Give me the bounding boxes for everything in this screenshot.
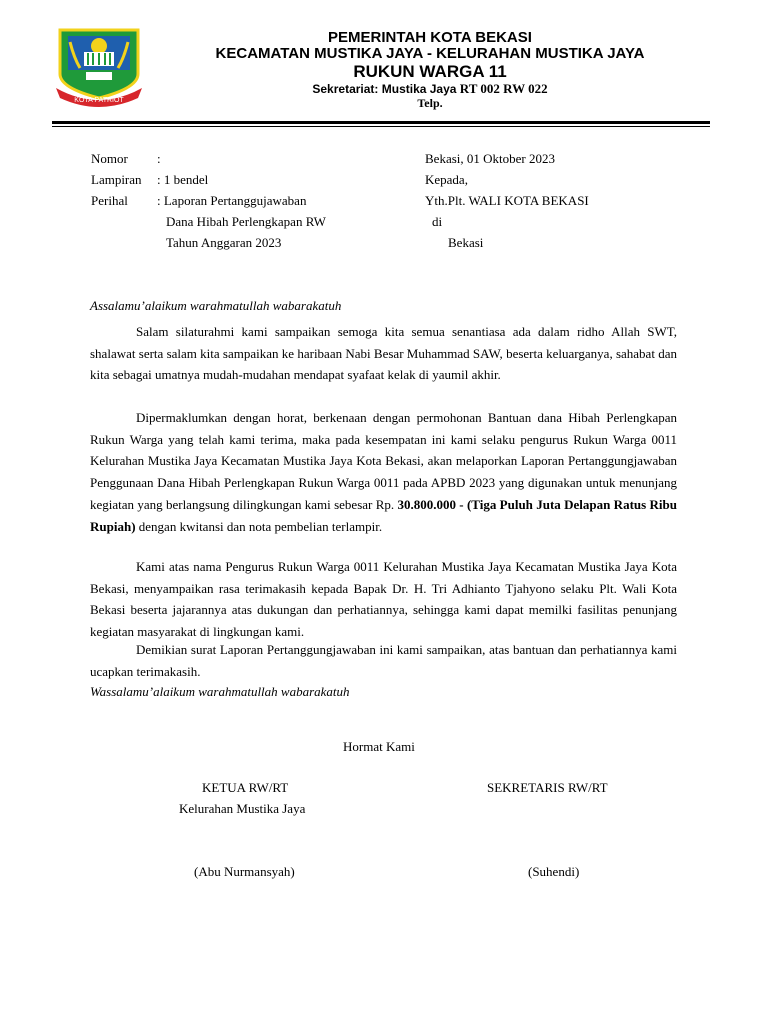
grant-amount: 30.800.000 - (Tiga Puluh Juta Delapan Ratus Ribu Rupiah): [90, 496, 677, 534]
opening-greeting: Assalamu’alaikum warahmatullah wabarakatuh: [90, 298, 342, 313]
di-label: di: [432, 214, 443, 229]
header-district: KECAMATAN MUSTIKA JAYA - KELURAHAN MUSTIKA JAYA: [215, 45, 645, 62]
header-rw-title: RUKUN WARGA 11: [353, 62, 507, 81]
header-secretariat: [180, 81, 680, 97]
secretariat-rt-rw: RT 002 RW 022: [459, 81, 548, 96]
lampiran-label: Lampiran: [91, 172, 142, 187]
header-telp: Telp.: [417, 96, 443, 110]
lampiran-value: : 1 bendel: [157, 172, 209, 187]
header-rule-thick: [52, 121, 710, 124]
logo-ribbon-text: KOTA PATRIOT: [74, 97, 124, 104]
perihal-label: Perihal: [91, 193, 128, 208]
nomor-label: Nomor: [91, 151, 128, 166]
sekretaris-name: (Suhendi): [528, 864, 580, 879]
perihal-value-line1: : Laporan Pertanggujawaban: [157, 193, 307, 208]
ketua-title: KETUA RW/RT: [202, 780, 289, 795]
recipient: Yth.Plt. WALI KOTA BEKASI: [425, 193, 589, 208]
header-government: PEMERINTAH KOTA BEKASI: [328, 29, 532, 46]
paragraph-2: [90, 407, 677, 537]
recipient-city: Bekasi: [448, 235, 484, 250]
kepada-label: Kepada,: [425, 172, 468, 187]
paragraph-3: Kami atas nama Pengurus Rukun Warga 0011 Kelurahan Mustika Jaya Kecamatan Mustika Jaya Kota Bekasi, menyampaikan rasa terimakasih kepada Bapak Dr. H. Tri Adhianto Tjahyono selaku Plt. Wali Kota Bekasi beserta jajarannya atas dukungan dan perhatiannya, sehingga kami dapat memilki fasilitas penunjang kegiatan masyarakat di lingkungan kami.: [90, 559, 677, 640]
hormat-kami: Hormat Kami: [343, 739, 415, 754]
ketua-name: (Abu Nurmansyah): [194, 864, 295, 879]
paragraph-1: Salam silaturahmi kami sampaikan semoga kita semua senantiasa ada dalam ridho Allah SWT, shalawat serta salam kita sampaikan ke haribaan Nabi Besar Muhammad SAW, beserta keluarganya, sahabat dan kita sebagai umatnya mudah-mudahan mendapat syafaat kelak di yaumil akhir.: [90, 324, 677, 383]
ketua-subtitle: Kelurahan Mustika Jaya: [179, 801, 306, 816]
sekretaris-title: SEKRETARIS RW/RT: [487, 780, 608, 795]
closing-greeting: Wassalamu’alaikum warahmatullah wabarakatuh: [90, 684, 350, 699]
paragraph-2-text: Dipermaklumkan dengan horat, berkenaan dengan permohonan Bantuan dana Hibah Perlengkapan Rukun Warga yang telah kami terima, maka pada kesempatan ini kami selaku pengurus Rukun Warga 0011 Kelurahan Mustika Jaya Kecamatan Mustika Jaya Kota Bekasi, akan melaporkan Laporan Pertanggungjawaban Penggunaan Dana Hibah Perlengkapan Rukun Warga 0011 pada APBD 2023 yang digunakan untuk menunjang kegiatan yang berlangsung dilingkungan kami sebesar Rp.: [90, 410, 677, 512]
secretariat-address: Sekretariat: Mustika Jaya: [312, 82, 460, 96]
kota-bekasi-logo: [54, 22, 144, 108]
perihal-value-line2: Dana Hibah Perlengkapan RW: [166, 214, 326, 229]
perihal-value-line3: Tahun Anggaran 2023: [166, 235, 282, 250]
header-rule-thin: [52, 126, 710, 127]
paragraph-4: Demikian surat Laporan Pertanggungjawaban ini kami sampaikan, atas bantuan dan perhatiannya kami ucapkan terimakasih.: [90, 642, 677, 679]
paragraph-2-end: dengan kwitansi dan nota pembelian terlampir.: [135, 518, 383, 534]
nomor-colon: :: [157, 151, 161, 166]
place-date: Bekasi, 01 Oktober 2023: [425, 151, 555, 166]
